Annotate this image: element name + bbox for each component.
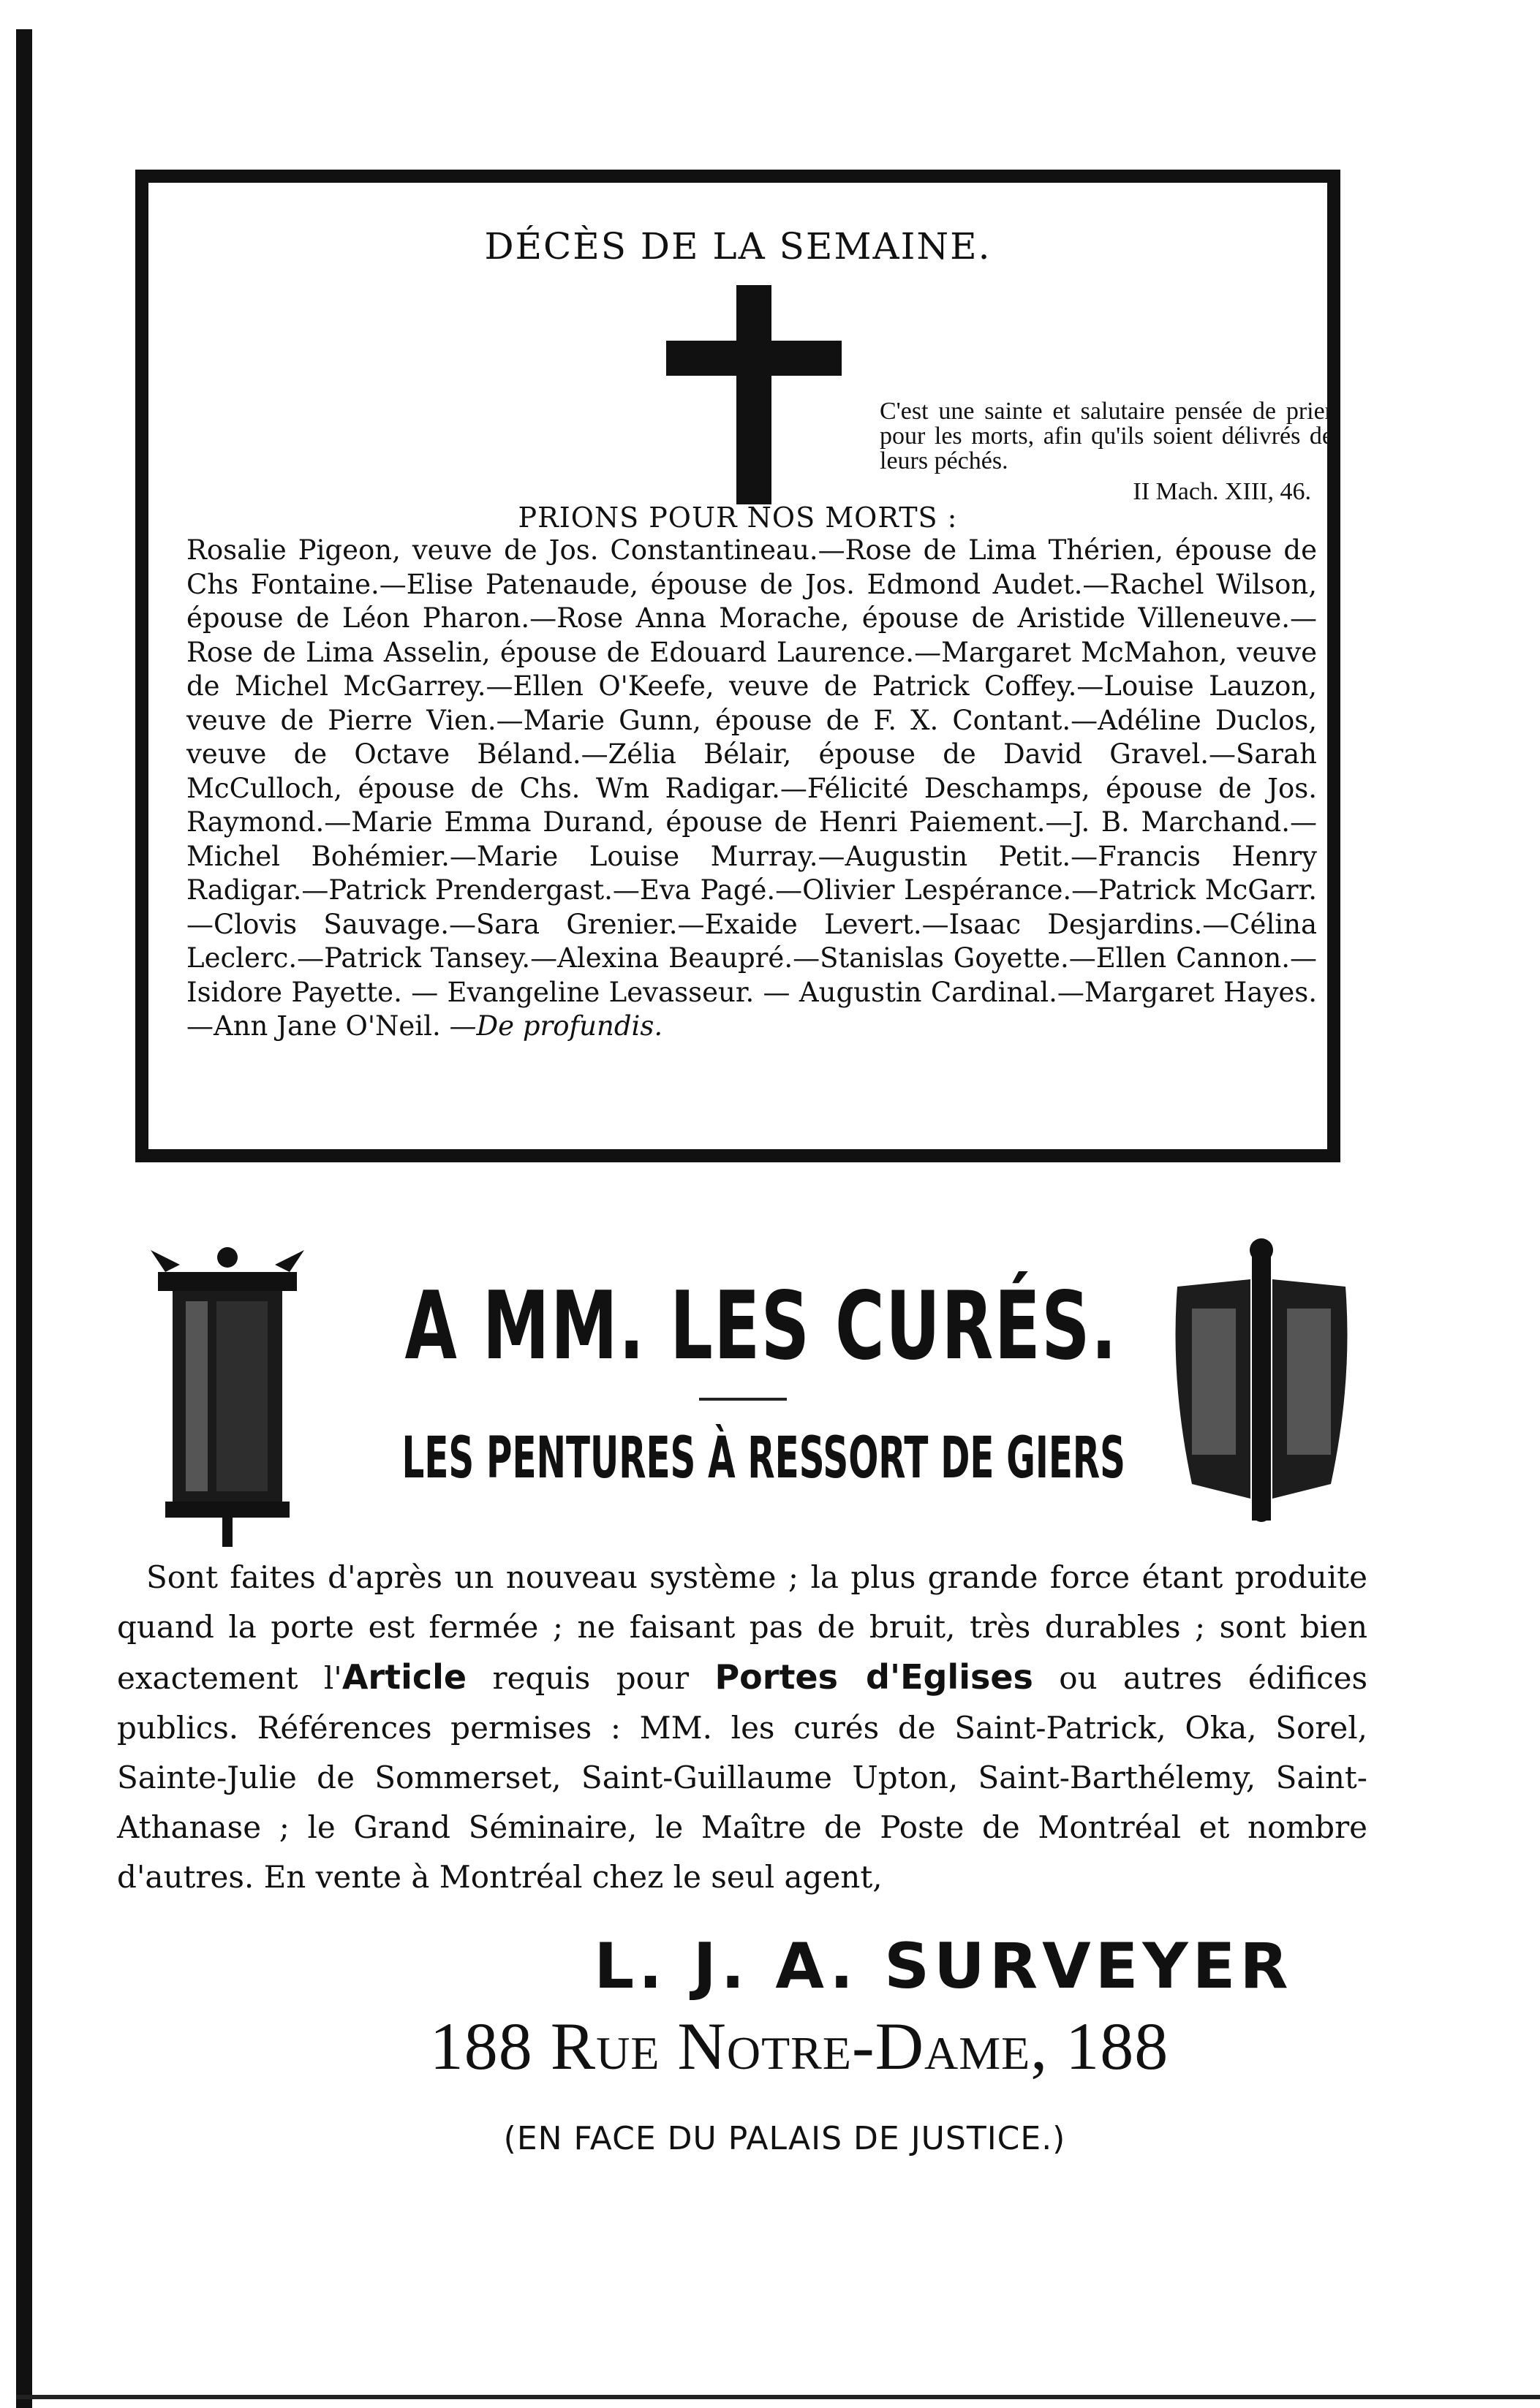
ad-title: A MM. LES CURÉS.: [404, 1272, 1118, 1381]
ad-body-text-1: Sont faites d'après un nouveau système ; la plus grande force étant produite quand la porte est fermée ; ne faisant pas de bruit, très durables ; sont bien exactement l': [117, 1559, 1367, 1696]
bottom-rule: [16, 2395, 1540, 2399]
pray-heading: PRIONS POUR NOS MORTS :: [518, 501, 958, 534]
ad-divider: [699, 1398, 787, 1401]
ad-body: [117, 1553, 1367, 1902]
ad-subtitle: LES PENTURES À RESSORT DE GIERS: [401, 1426, 1126, 1491]
ad-article-word: Article: [341, 1657, 467, 1697]
agent-address: 188 Rue Notre-Dame, 188: [429, 2009, 1169, 2083]
notice-title: DÉCÈS DE LA SEMAINE.: [484, 225, 992, 268]
ad-portes-eglises: Portes d'Eglises: [714, 1657, 1033, 1697]
cross-icon: [666, 285, 842, 504]
agent-name: L. J. A. SURVEYER: [594, 1930, 1293, 2003]
address-note: (EN FACE DU PALAIS DE JUSTICE.): [503, 2120, 1066, 2157]
deaths-text: Rosalie Pigeon, veuve de Jos. Constantineau.—Rose de Lima Thérien, épouse de Chs Fontaine.—Elise Patenaude, épouse de Jos. Edmond Audet.—Rachel Wilson, épouse de Léon Pharon.—Rose Anna Morache, épouse de Aristide Villeneuve.—Rose de Lima Asselin, épouse de Edouard Laurence.—Margaret McMahon, veuve de Michel McGarrey.—Ellen O'Keefe, veuve de Patrick Coffey.—Louise Lauzon, veuve de Pierre Vien.—Marie Gunn, épouse de F. X. Contant.—Adéline Duclos, veuve de Octave Béland.—Zélia Bélair, épouse de David Gravel.—Sarah McCulloch, épouse de Chs. Wm Radigar.—Félicité Deschamps, épouse de Jos. Raymond.—Marie Emma Durand, épouse de Henri Paiement.—J. B. Marchand.—Michel Bohémier.—Marie Louise Murray.—Augustin Petit.—Francis Henry Radigar.—Patrick Prendergast.—Eva Pagé.—Olivier Lespérance.—Patrick McGarr.—Clovis Sauvage.—Sara Grenier.—Exaide Levert.—Isaac Desjardins.—Célina Leclerc.—Patrick Tansey.—Alexina Beaupré.—Stanislas Goyette.—Ellen Cannon.—Isidore Payette. — Evangeline Levasseur. — Augustin Cardinal.—Margaret Hayes.—Ann Jane O'Neil.: [186, 534, 1317, 1042]
scripture-reference: II Mach. XIII, 46.: [1133, 478, 1311, 505]
closing-phrase: —De profundis.: [449, 1010, 663, 1042]
deaths-list: [186, 534, 1317, 1044]
ad-body-text-2: requis pour: [467, 1660, 715, 1696]
scripture-quote: C'est une sainte et salutaire pensée de prier pour les morts, afin qu'ils soient délivrés de leurs péchés.: [880, 398, 1333, 474]
deaths-notice-box: [135, 170, 1340, 1162]
ad-body-text-3: ou autres édifices publics. Références permises : MM. les curés de Saint-Patrick, Oka, Sorel, Sainte-Julie de Sommerset, Saint-Guillaume Upton, Saint-Barthélemy, Saint-Athanase ; le Grand Séminaire, le Maître de Poste de Montréal et nombre d'autres. En vente à Montréal chez le seul agent,: [117, 1660, 1367, 1895]
